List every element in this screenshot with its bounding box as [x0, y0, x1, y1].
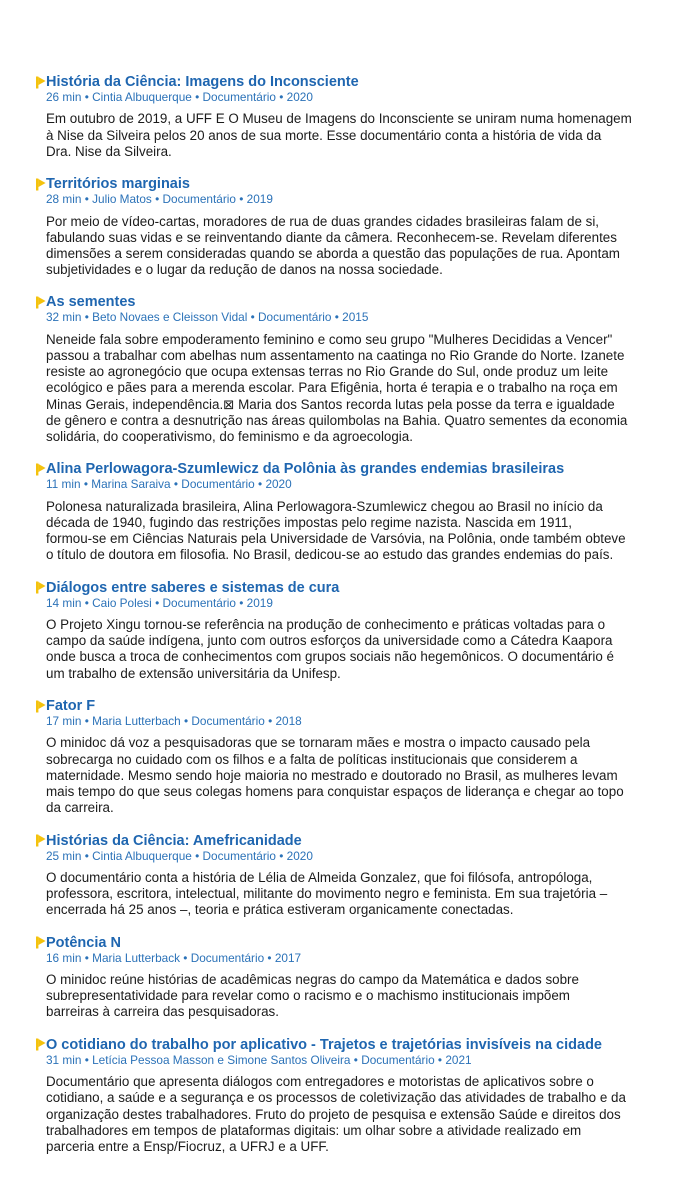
- description-line: O minidoc reúne histórias de acadêmicas negras do campo da Matemática e dados sobre: [46, 972, 579, 988]
- meta-separator: •: [84, 848, 89, 863]
- film-director: Beto Novaes e Cleisson Vidal: [92, 310, 248, 325]
- film-title-text[interactable]: História da Ciência: Imagens do Inconsciente: [46, 74, 359, 90]
- film-year: 2020: [286, 90, 313, 104]
- film-description: [46, 214, 655, 279]
- film-duration: 17 min: [46, 714, 82, 729]
- film-year: 2018: [275, 714, 302, 729]
- film-title-link[interactable]: [46, 580, 655, 596]
- film-duration: 31 min: [46, 1052, 82, 1067]
- description-line: solidária, do cooperativismo, do feminismo e da agroecologia.: [46, 428, 413, 444]
- film-meta: [46, 714, 655, 729]
- film-year: 2015: [342, 310, 369, 325]
- film-title-link[interactable]: [46, 698, 655, 714]
- description-line: professora, escritora, intelectual, militante do movimento negro e feminista. Em sua trajetória –: [46, 886, 608, 902]
- film-description: [46, 870, 655, 919]
- film-meta: [46, 477, 655, 492]
- play-marker-icon: [36, 581, 46, 594]
- description-line: campo da saúde indígena, junto com outros esforços da universidade como a Cátedra Kaapora: [46, 633, 613, 649]
- description-line: parceria entre a Ensp/Fiocruz, a UFRJ e a UFF.: [46, 1138, 329, 1154]
- film-meta: [46, 951, 655, 966]
- description-line: passou a trabalhar com abelhas num assentamento na caatinga no Rio Grande do Norte. Izanete: [46, 348, 625, 364]
- film-title-link[interactable]: [46, 935, 655, 951]
- film-title-link[interactable]: [46, 461, 655, 477]
- film-genre: Documentário: [202, 90, 276, 104]
- film-duration: 14 min: [46, 595, 82, 610]
- film-meta: [46, 849, 655, 864]
- play-marker-icon: [36, 700, 46, 713]
- meta-separator: •: [84, 1052, 89, 1067]
- description-line: Neneide fala sobre empoderamento feminino e como seu grupo "Mulheres Decididas a Vencer": [46, 331, 613, 347]
- play-marker-icon: [36, 463, 46, 476]
- description-line: Documentário que apresenta diálogos com entregadores e motoristas de aplicativos sobre o: [46, 1074, 594, 1090]
- description-line: O documentário conta a história de Lélia de Almeida Gonzalez, que foi filósofa, antropóloga,: [46, 869, 593, 885]
- meta-separator: •: [84, 950, 89, 965]
- description-line: um trabalho de extensão universitária da Unifesp.: [46, 665, 341, 681]
- film-title-link[interactable]: [46, 1037, 655, 1053]
- meta-separator: •: [353, 1052, 358, 1067]
- film-title-text[interactable]: Territórios marginais: [46, 176, 190, 193]
- meta-separator: •: [155, 595, 160, 610]
- meta-separator: •: [83, 477, 88, 492]
- play-marker-icon: [36, 76, 46, 89]
- film-entry: [46, 935, 655, 1021]
- film-genre: Documentário: [191, 714, 265, 729]
- meta-separator: •: [268, 714, 273, 729]
- film-title-text[interactable]: Diálogos entre saberes e sistemas de cura: [46, 579, 340, 596]
- film-duration: 25 min: [46, 848, 82, 863]
- film-director: Maria Lutterback: [92, 950, 180, 965]
- film-year: 2020: [286, 848, 313, 863]
- description-line: O minidoc dá voz a pesquisadoras que se tornaram mães e mostra o impacto causado pela: [46, 735, 591, 751]
- description-line: subrepresentatividade para revelar como o racismo e o machismo institucionais impõem: [46, 988, 570, 1004]
- meta-separator: •: [84, 714, 89, 729]
- play-marker-icon: [36, 834, 46, 847]
- film-genre: Documentário: [162, 595, 236, 610]
- film-director: Caio Polesi: [92, 595, 152, 610]
- film-director: Maria Lutterbach: [92, 714, 181, 729]
- film-title-text[interactable]: Fator F: [46, 698, 96, 715]
- description-line: Dra. Nise da Silveira.: [46, 143, 172, 159]
- description-line: o título de doutora em filosofia. No Brasil, dedicou-se ao estudo das grandes endemias do país.: [46, 547, 614, 563]
- film-meta: [46, 310, 655, 325]
- description-line: organização destes trabalhadores. Fruto do projeto de pesquisa e extensão Saúde e direitos dos: [46, 1106, 621, 1122]
- film-title-link[interactable]: [46, 74, 655, 90]
- film-year: 2019: [246, 595, 273, 610]
- film-director: Marina Saraiva: [91, 477, 171, 492]
- film-title-text[interactable]: Potência N: [46, 934, 121, 951]
- meta-separator: •: [84, 90, 89, 104]
- description-line: trabalhadores em tempos de plataformas digitais: um olhar sobre a atividade realizado em: [46, 1122, 582, 1138]
- description-line: Em outubro de 2019, a UFF E O Museu de Imagens do Inconsciente se uniram numa homenagem: [46, 111, 632, 127]
- meta-separator: •: [195, 90, 200, 104]
- description-line: ecológico e pães para a merenda escolar. Para Efigênia, horta é terapia e o trabalho na roça em: [46, 380, 618, 396]
- film-duration: 11 min: [46, 477, 81, 492]
- film-meta: [46, 1053, 655, 1068]
- film-entry: [46, 580, 655, 682]
- film-title-link[interactable]: [46, 833, 655, 849]
- description-line: barreiras à carreira das pesquisadoras.: [46, 1004, 279, 1020]
- meta-separator: •: [334, 310, 339, 325]
- description-line: Minas Gerais, independência.⊠ Maria dos Santos recorda lutas pela posse da terra e igualdade: [46, 396, 615, 412]
- description-line: formou-se em Ciências Naturais pela Universidade de Varsóvia, na Polônia, onde também obteve: [46, 531, 626, 547]
- film-genre: Documentário: [162, 192, 236, 207]
- description-line: à Nise da Silveira pelos 20 anos de sua morte. Esse documentário conta a história de vida da: [46, 127, 602, 143]
- description-line: O Projeto Xingu tornou-se referência na produção de conhecimento e práticas voltadas para o: [46, 617, 606, 633]
- film-description: [46, 617, 655, 682]
- film-director: Cintia Albuquerque: [92, 848, 192, 863]
- film-entry: [46, 1037, 655, 1155]
- film-title-link[interactable]: [46, 176, 655, 192]
- film-entry: [46, 294, 655, 445]
- meta-separator: •: [195, 848, 200, 863]
- film-genre: Documentário: [181, 477, 255, 492]
- play-marker-icon: [36, 936, 46, 949]
- meta-separator: •: [84, 595, 89, 610]
- meta-separator: •: [250, 310, 255, 325]
- film-entry: [46, 833, 655, 919]
- film-duration: 28 min: [46, 192, 82, 207]
- description-line: Polonesa naturalizada brasileira, Alina Perlowagora-Szumlewicz chegou ao Brasil no início da: [46, 498, 603, 514]
- meta-separator: •: [183, 950, 188, 965]
- film-description: [46, 499, 655, 564]
- film-year: 2020: [265, 477, 292, 492]
- film-title-text[interactable]: Histórias da Ciência: Amefricanidade: [46, 832, 302, 849]
- film-duration: 32 min: [46, 310, 82, 325]
- film-meta: [46, 90, 655, 105]
- play-marker-icon: [36, 1038, 46, 1051]
- description-line: cotidiano, a saúde e a segurança e os processos de coletivização das atividades de trabalho e da: [46, 1090, 626, 1106]
- meta-separator: •: [279, 848, 284, 863]
- film-description: [46, 735, 655, 816]
- meta-separator: •: [84, 310, 89, 325]
- film-duration: 16 min: [46, 950, 82, 965]
- film-entry: [46, 176, 655, 278]
- meta-separator: •: [173, 477, 179, 492]
- play-marker-icon: [36, 296, 46, 309]
- description-line: sobrecarga no cuidado com os filhos e a falta de políticas institucionais que considerem a: [46, 751, 578, 767]
- description-line: encerrada há 25 anos –, teoria e prática estiveram organicamente conectadas.: [46, 902, 514, 918]
- meta-separator: •: [84, 192, 89, 207]
- meta-separator: •: [155, 192, 160, 207]
- description-line: fabulando suas vidas e se reinventando diante da câmera. Reconhecem-se. Revelam diferentes: [46, 229, 617, 245]
- film-title-text[interactable]: O cotidiano do trabalho por aplicativo - Trajetos e trajetórias invisíveis na cidade: [46, 1036, 602, 1053]
- film-director: Letícia Pessoa Masson e Simone Santos Oliveira: [92, 1052, 351, 1067]
- description-line: subjetividades e o lugar da redução de danos na nossa sociedade.: [46, 262, 443, 278]
- description-line: da carreira.: [46, 800, 114, 816]
- description-line: dimensões a serem consideradas quando se aborda a questão das populações de rua. Apontam: [46, 245, 620, 261]
- meta-separator: •: [183, 714, 189, 729]
- description-line: resiste ao agronegócio que ocupa extensas terras no Rio Grande do Sul, onde produz um leite: [46, 364, 609, 380]
- description-line: maternidade. Mesmo sendo hoje maioria no mestrado e doutorado no Brasil, as mulheres levam: [46, 767, 618, 783]
- film-meta: [46, 192, 655, 207]
- play-marker-icon: [36, 178, 46, 191]
- film-year: 2019: [246, 192, 273, 207]
- meta-separator: •: [437, 1052, 443, 1067]
- film-entry: [46, 698, 655, 816]
- film-year: 2017: [274, 950, 302, 965]
- film-duration: 26 min: [46, 90, 82, 104]
- film-director: Cintia Albuquerque: [92, 90, 192, 104]
- film-description: [46, 1074, 655, 1155]
- film-genre: Documentário: [190, 950, 265, 965]
- film-genre: Documentário: [361, 1052, 435, 1067]
- film-title-text[interactable]: As sementes: [46, 294, 136, 311]
- film-description: [46, 111, 655, 160]
- description-line: Por meio de vídeo-cartas, moradores de rua de duas grandes cidades brasileiras falam de si,: [46, 213, 600, 229]
- film-meta: [46, 596, 655, 611]
- meta-separator: •: [258, 477, 263, 492]
- description-line: mais tempo do que seus colegas homens para conquistar espaços de liderança e chegar ao topo: [46, 783, 624, 799]
- film-entry: [46, 461, 655, 563]
- film-entry: [46, 74, 655, 160]
- description-line: onde busca a troca de conhecimentos com grupos sociais não hegemônicos. O documentário é: [46, 649, 614, 665]
- description-line: década de 1940, fugindo das restrições impostas pelo regime nazista. Nascida em 1911,: [46, 514, 573, 530]
- meta-separator: •: [267, 950, 272, 965]
- meta-separator: •: [239, 595, 244, 610]
- description-line: de gênero e contra a desnutrição nas áreas quilombolas na Bahia. Quatro sementes da economia: [46, 412, 628, 428]
- film-description: [46, 972, 655, 1021]
- film-title-link[interactable]: [46, 294, 655, 310]
- meta-separator: •: [239, 192, 244, 207]
- film-genre: Documentário: [258, 310, 332, 325]
- film-genre: Documentário: [202, 848, 276, 863]
- film-description: [46, 332, 655, 445]
- film-title-text[interactable]: Alina Perlowagora-Szumlewicz da Polônia às grandes endemias brasileiras: [46, 461, 565, 478]
- film-year: 2021: [445, 1052, 472, 1067]
- film-director: Julio Matos: [92, 192, 152, 207]
- meta-separator: •: [279, 90, 284, 104]
